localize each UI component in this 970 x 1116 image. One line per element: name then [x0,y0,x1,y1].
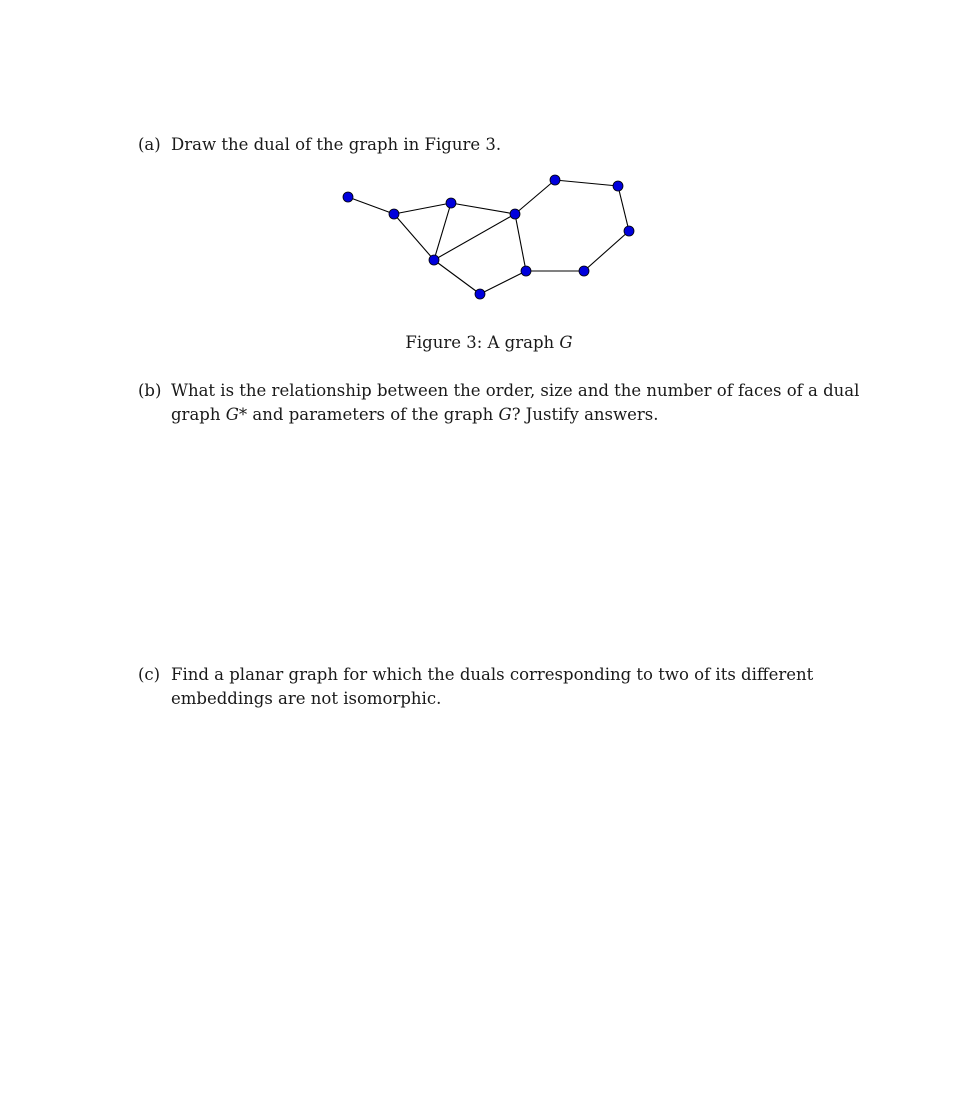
graph-edge-v2-v3 [394,203,451,214]
question-b-text-3: ? Justify answers. [511,405,659,424]
question-c [138,663,873,711]
graph-edge-v6-v7 [480,271,526,294]
question-a [138,133,878,157]
question-c-label: (c) [138,665,161,684]
question-c-text: Find a planar graph for which the duals corresponding to two of its different embeddings are not isomorphic. [171,665,814,708]
graph-edge-v3-v5 [451,203,515,214]
question-b [138,379,873,427]
graph-vertex-v11 [624,226,634,236]
graph-vertex-v2 [389,209,399,219]
question-b-var-g-star: G* [225,405,248,424]
figure-caption-var: G [559,333,573,352]
graph-edge-v5-v9 [515,180,555,214]
graph-edge-v9-v10 [555,180,618,186]
question-a-text: Draw the dual of the graph in Figure 3. [171,135,502,154]
graph-vertex-v7 [521,266,531,276]
question-a-label: (a) [138,135,161,154]
graph-vertex-v8 [579,266,589,276]
graph-vertex-v1 [343,192,353,202]
graph-edge-v4-v6 [434,260,480,294]
graph-figure [330,168,650,308]
graph-vertex-v10 [613,181,623,191]
graph-edge-v5-v7 [515,214,526,271]
question-b-text-2: and parameters of the graph [247,405,499,424]
graph-vertex-v5 [510,209,520,219]
graph-vertex-v3 [446,198,456,208]
question-b-label: (b) [138,381,162,400]
graph-edge-v10-v11 [618,186,629,231]
graph-edge-v8-v11 [584,231,629,271]
graph-vertex-v9 [550,175,560,185]
figure-caption-prefix: Figure 3: A graph [405,333,560,352]
figure-caption [0,333,970,352]
question-b-var-g: G [498,405,512,424]
graph-edge-v2-v4 [394,214,434,260]
graph-vertex-v4 [429,255,439,265]
question-b-text-1: What is the relationship between the order, size and the number of faces of a dual graph [171,381,860,424]
question-b-text [171,379,873,427]
graph-edge-v1-v2 [348,197,394,214]
graph-vertex-v6 [475,289,485,299]
